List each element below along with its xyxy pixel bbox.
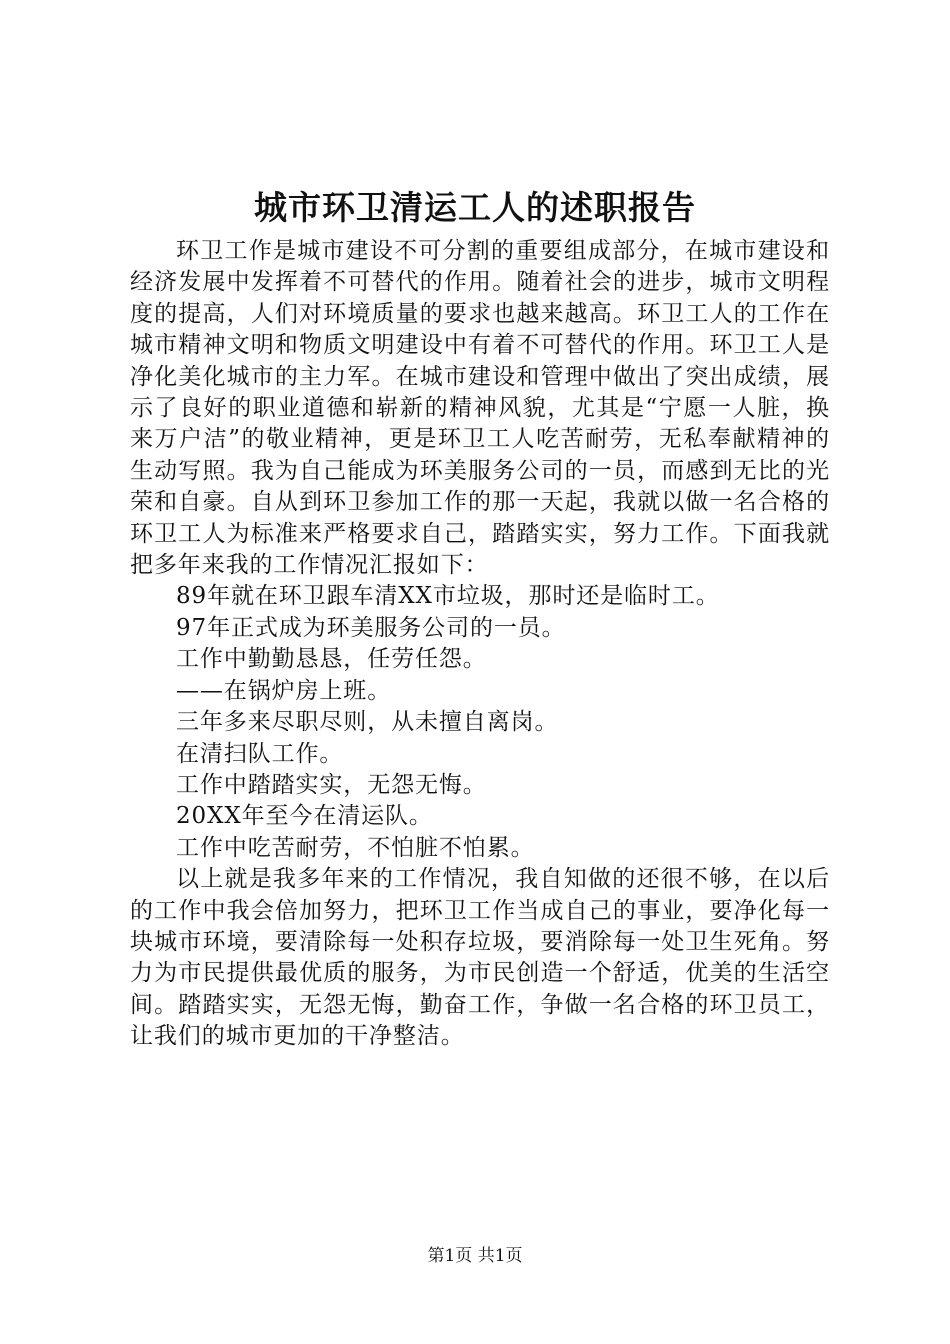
page-footer: 第1页 共1页 xyxy=(427,1246,523,1266)
work-history-line: 工作中吃苦耐劳，不怕脏不怕累。 xyxy=(176,834,535,861)
intro-paragraph: 环卫工作是城市建设不可分割的重要组成部分，在城市建设和经济发展中发挥着不可替代的作用。随着社会的进步，城市文明程度的提高，人们对环境质量的要求也越来越高。环卫工人的工作在城市精神文明和物质文明建设中有着不可替代的作用。环卫工人是净化美化城市的主力军。在城市建设和管理中做出了突出成绩，展示了良好的职业道德和崭新的精神风貌，尤其是“宁愿一人脏，换来万户洁”的敬业精神，更是环卫工人吃苦耐劳，无私奉献精神的生动写照。我为自己能成为环美服务公司的一员，而感到无比的光荣和自豪。自从到环卫参加工作的那一天起，我就以做一名合格的环卫工人为标准来严格要求自己，踏踏实实，努力工作。下面我就把多年来我的工作情况汇报如下： xyxy=(130,238,830,579)
work-history-line: 工作中勤勤恳恳，任劳任怨。 xyxy=(176,646,487,673)
work-history-line: 在清扫队工作。 xyxy=(176,740,344,767)
work-history-line: 97年正式成为环美服务公司的一员。 xyxy=(176,614,566,641)
work-history-line: 三年多来尽职尽则，从未擅自离岗。 xyxy=(176,709,559,736)
work-history-line: 89年就在环卫跟车清XX市垃圾，那时还是临时工。 xyxy=(176,583,720,610)
work-history-line: ——在锅炉房上班。 xyxy=(176,677,392,704)
closing-paragraph: 以上就是我多年来的工作情况，我自知做的还很不够，在以后的工作中我会倍加努力，把环卫工作当成自己的事业，要净化每一块城市环境，要清除每一处积存垃圾，要消除每一处卫生死角。努力为市民提供最优质的服务，为市民创造一个舒适，优美的生活空间。踏踏实实，无怨无悔，勤奋工作，争做一名合格的环卫员工，让我们的城市更加的干净整洁。 xyxy=(130,866,830,1050)
work-history-line: 工作中踏踏实实，无怨无悔。 xyxy=(176,771,487,798)
document-title: 城市环卫清运工人的述职报告 xyxy=(254,188,696,227)
document-body xyxy=(130,236,830,1053)
work-history-line: 20XX年至今在清运队。 xyxy=(176,803,433,830)
